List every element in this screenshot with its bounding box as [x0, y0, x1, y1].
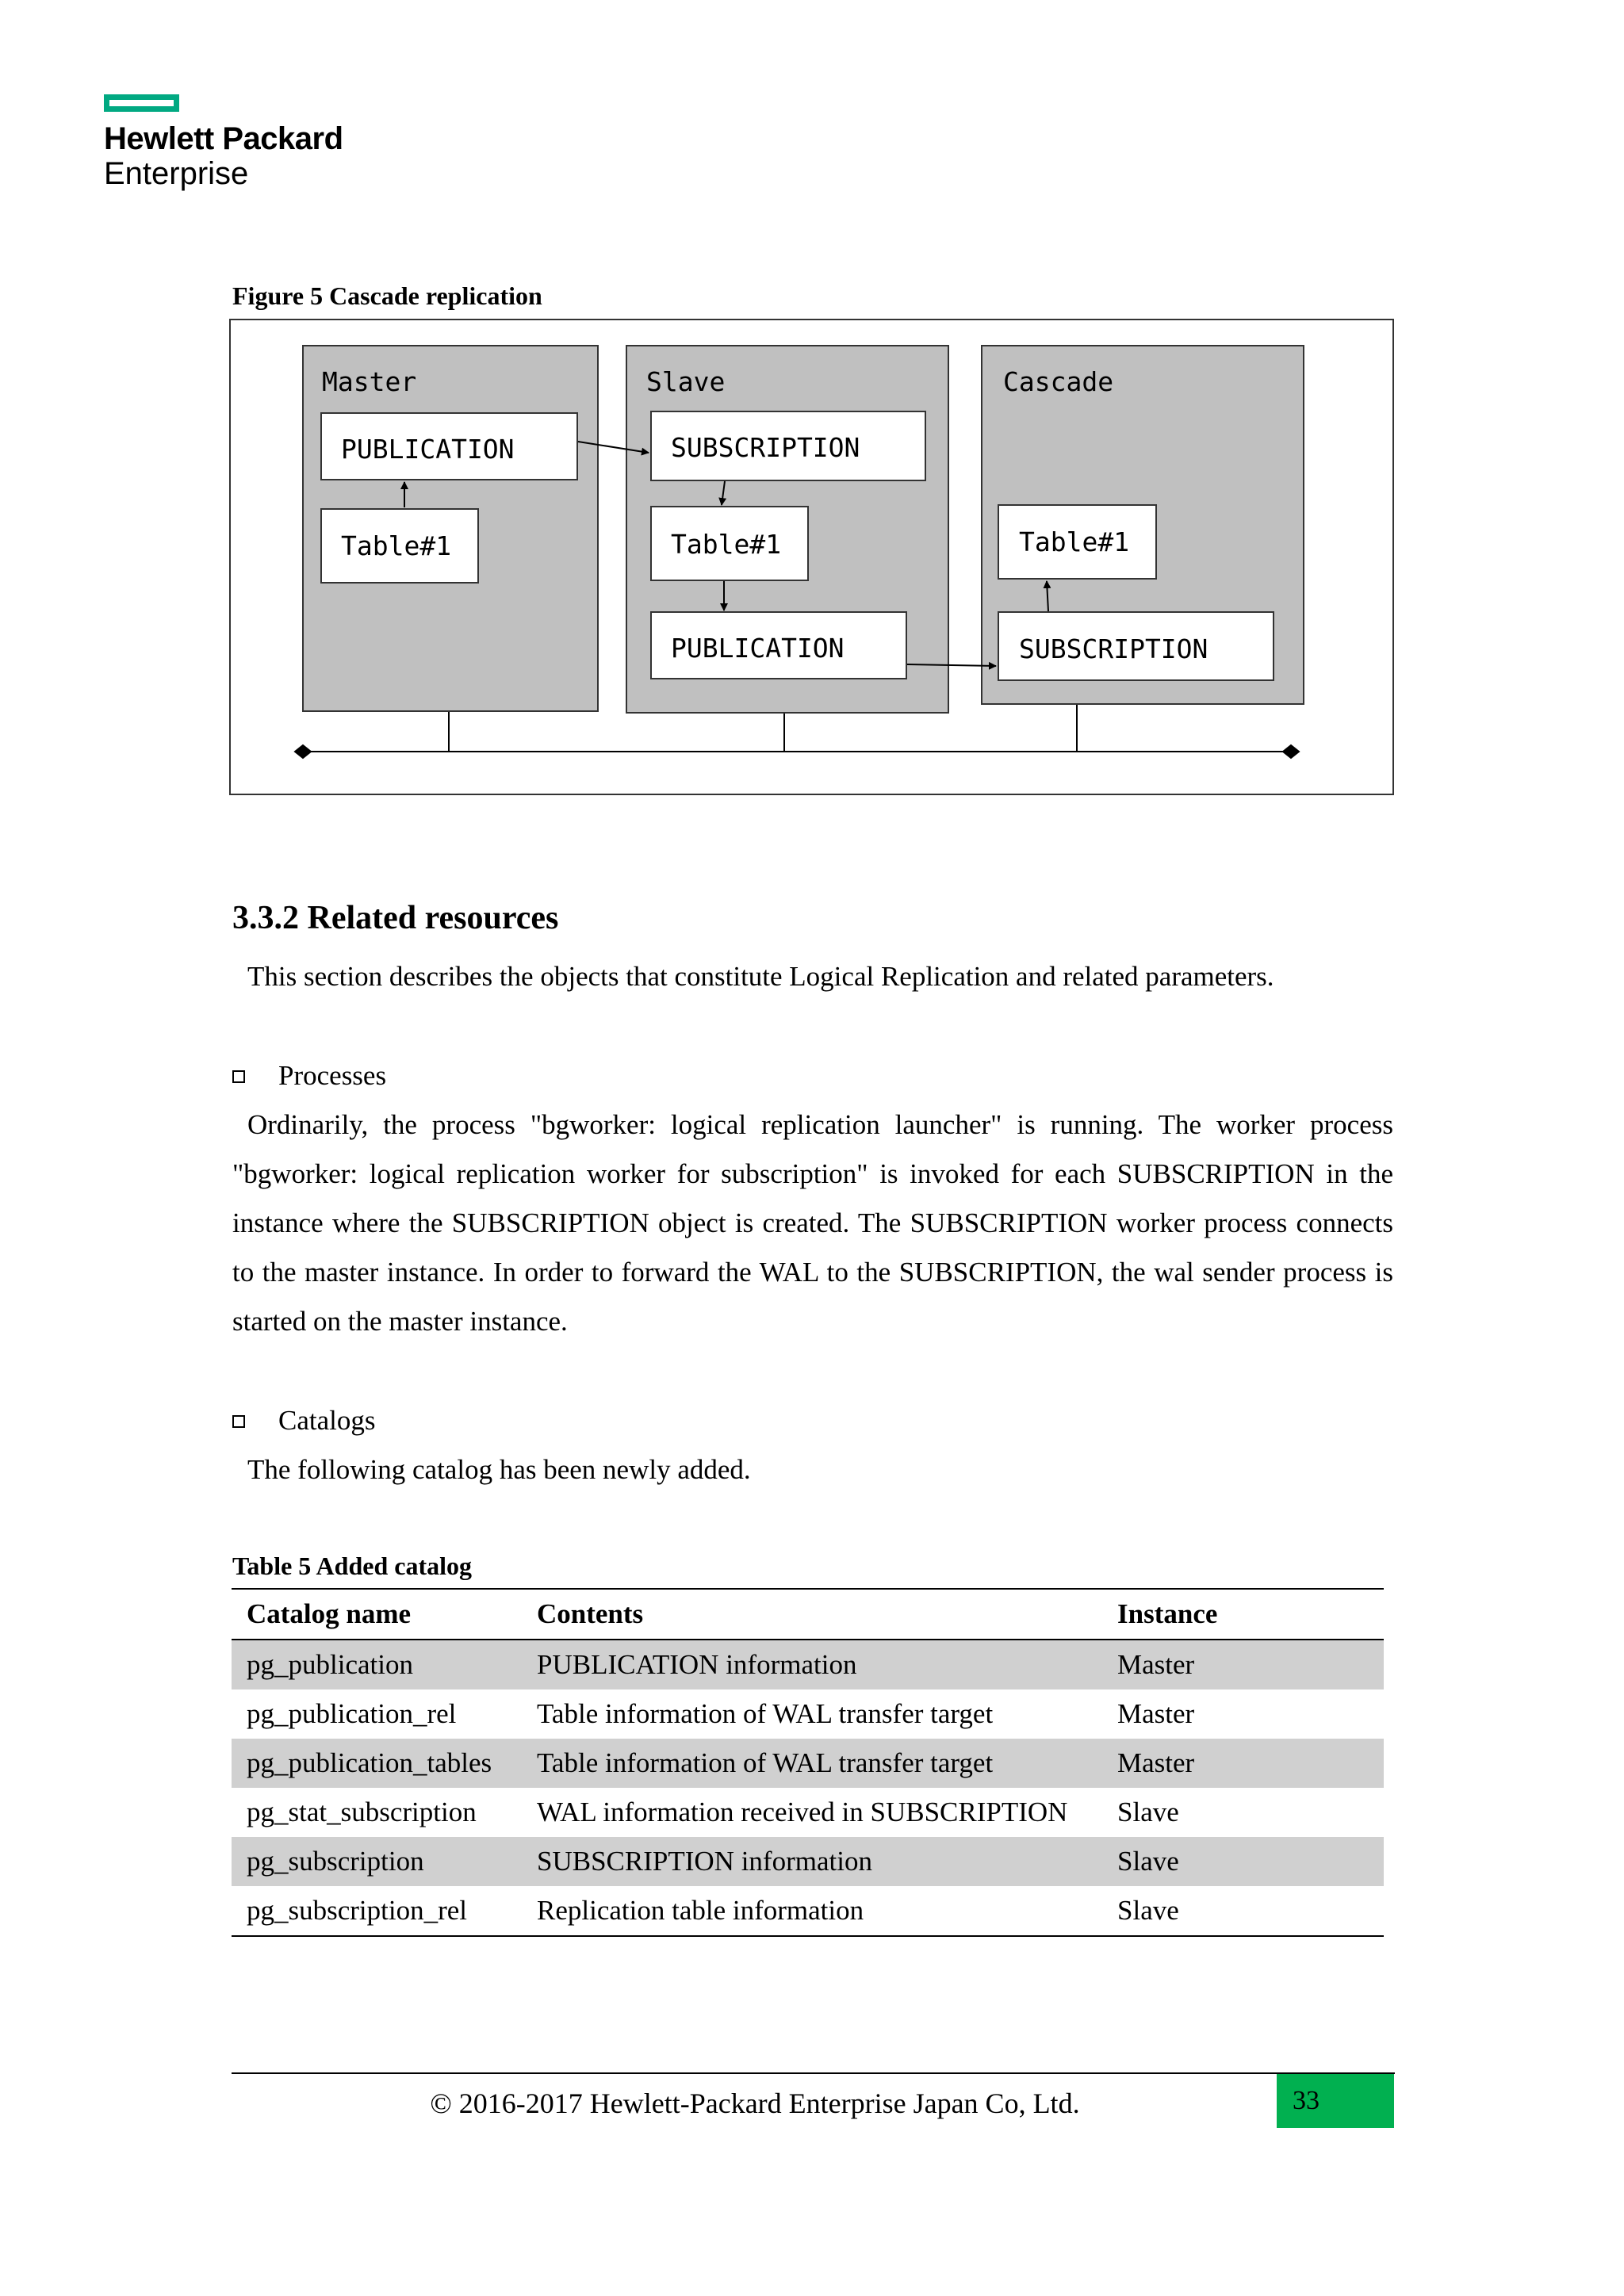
page-number: 33 [1277, 2074, 1394, 2128]
footer-copyright: © 2016-2017 Hewlett-Packard Enterprise Japan Co, Ltd. [430, 2087, 1080, 2119]
cascade-node [982, 346, 1304, 704]
header-instance: Instance [1117, 1598, 1218, 1629]
section-heading: 3.3.2 Related resources [232, 900, 559, 936]
section-intro: This section describes the objects that constitute Logical Replication and related parameters. [247, 961, 1274, 992]
table-row [232, 1788, 1384, 1837]
processes-title: Processes [278, 1060, 387, 1091]
cell-catalog-name: pg_publication [247, 1649, 413, 1680]
logo-company-line2: Enterprise [104, 156, 249, 191]
table-row [232, 1689, 1384, 1739]
slave-table-label: Table#1 [671, 529, 782, 560]
header-catalog-name: Catalog name [247, 1598, 412, 1629]
catalogs-heading [232, 1396, 375, 1445]
catalogs-title: Catalogs [278, 1405, 376, 1436]
checkbox-square-icon [232, 1415, 245, 1428]
slave-label: Slave [646, 366, 726, 397]
slave-subscription-label: SUBSCRIPTION [671, 432, 860, 463]
logo-company-line1: Hewlett Packard [104, 121, 343, 156]
slave-publication-label: PUBLICATION [671, 633, 845, 664]
cascade-subscription-label: SUBSCRIPTION [1019, 633, 1208, 664]
table-row [232, 1837, 1384, 1886]
cell-instance: Master [1117, 1649, 1195, 1680]
cell-contents: SUBSCRIPTION information [537, 1846, 872, 1877]
cell-instance: Slave [1117, 1895, 1179, 1926]
processes-paragraph: Ordinarily, the process "bgworker: logical replication launcher" is running. The worker process "bgworker: logical replication worker for subscription" is invoked for each SUBSCRIPTION in the instance where the SUBSCRIPTION object is created. The SUBSCRIPTION worker process connects to the master instance. In order to forward the WAL to the SUBSCRIPTION, the wal sender process is started on the master instance. [232, 1109, 1393, 1337]
cell-instance: Master [1117, 1698, 1195, 1729]
cell-instance: Slave [1117, 1797, 1179, 1827]
table-header-row [232, 1589, 1384, 1640]
master-label: Master [322, 366, 417, 397]
cell-catalog-name: pg_subscription_rel [247, 1895, 468, 1926]
added-catalog-table [232, 1588, 1384, 1937]
catalogs-paragraph: The following catalog has been newly added. [247, 1454, 751, 1485]
master-table-label: Table#1 [341, 530, 452, 561]
cell-instance: Master [1117, 1747, 1195, 1778]
figure-caption: Figure 5 Cascade replication [232, 281, 542, 310]
cell-contents: Table information of WAL transfer target [537, 1747, 994, 1778]
table-row [232, 1739, 1384, 1788]
master-publication-label: PUBLICATION [341, 434, 515, 465]
table-row [232, 1640, 1384, 1689]
cascade-replication-diagram [0, 0, 1624, 801]
header-contents: Contents [537, 1598, 644, 1629]
slave-node [626, 346, 948, 713]
cell-contents: Table information of WAL transfer target [537, 1698, 994, 1729]
master-node [303, 346, 598, 711]
table-caption: Table 5 Added catalog [232, 1552, 472, 1580]
table-row [232, 1886, 1384, 1936]
cell-catalog-name: pg_subscription [247, 1846, 424, 1877]
cell-contents: PUBLICATION information [537, 1649, 857, 1680]
cell-contents: Replication table information [537, 1895, 864, 1926]
cell-instance: Slave [1117, 1846, 1179, 1877]
processes-heading [232, 1051, 386, 1100]
cell-catalog-name: pg_publication_tables [247, 1747, 492, 1778]
cell-contents: WAL information received in SUBSCRIPTION [537, 1797, 1068, 1827]
cascade-table-label: Table#1 [1019, 526, 1130, 557]
cell-catalog-name: pg_stat_subscription [247, 1797, 477, 1827]
checkbox-square-icon [232, 1070, 245, 1083]
cascade-label: Cascade [1003, 366, 1114, 397]
cell-catalog-name: pg_publication_rel [247, 1698, 457, 1729]
footer-rule [232, 2072, 1395, 2074]
